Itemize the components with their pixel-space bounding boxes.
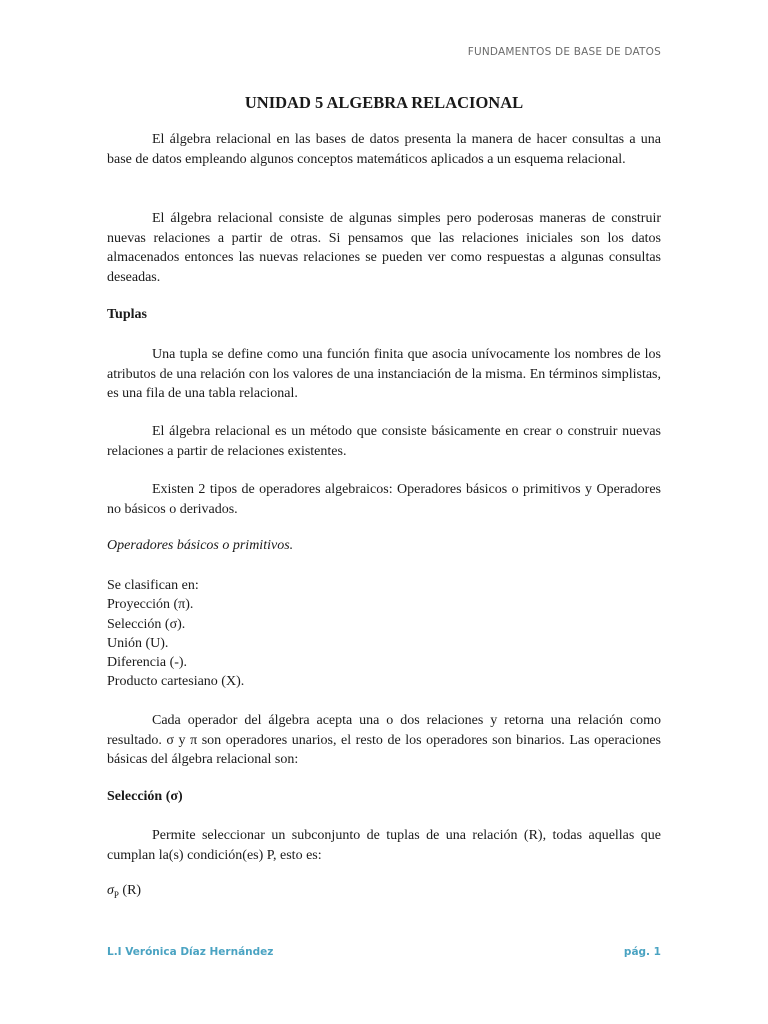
list-item: Se clasifican en: [107, 578, 199, 593]
subheading-operadores-basicos: Operadores básicos o primitivos. [107, 538, 294, 553]
paragraph-intro: El álgebra relacional en las bases de datos presenta la manera de hacer consultas a una base de datos empleando algunos conceptos matemáticos aplicados a un esquema relacional. [107, 132, 661, 167]
list-item: Proyección (π). [107, 597, 194, 613]
list-item: Diferencia (-). [107, 655, 188, 671]
paragraph-tipos: Existen 2 tipos de operadores algebraicos: Operadores básicos o primitivos y Operadores no básicos o derivados. [107, 482, 661, 517]
paragraph-definition: El álgebra relacional consiste de algunas simples pero poderosas maneras de construir nuevas relaciones a partir de otras. Si pensamos que las relaciones iniciales son los datos almacenados entonces las nuevas relaciones se pueden ver como respuestas a algunas consultas deseadas. [107, 211, 661, 285]
sigma-symbol: σ [107, 883, 114, 898]
formula-argument: (R) [122, 883, 142, 898]
list-item: Producto cartesiano (X). [107, 674, 245, 690]
footer-author: L.I Verónica Díaz Hernández [107, 946, 274, 958]
selection-formula [107, 883, 141, 900]
paragraph-seleccion: Permite seleccionar un subconjunto de tuplas de una relación (R), todas aquellas que cumplan la(s) condición(es) P, esto es: [107, 828, 661, 863]
section-heading-tuplas: Tuplas [107, 307, 147, 322]
formula-subscript: P [113, 889, 119, 900]
operator-list [107, 576, 244, 692]
section-heading-seleccion: Selección (σ) [107, 789, 183, 804]
page-number: pág. 1 [623, 946, 661, 958]
paragraph-operadores: Cada operador del álgebra acepta una o dos relaciones y retorna una relación como resultado. σ y π son operadores unarios, el resto de los operadores son binarios. Las operaciones básicas del álgebra relacional son: [107, 713, 661, 768]
page-title: UNIDAD 5 ALGEBRA RELACIONAL [244, 93, 524, 112]
paragraph-metodo: El álgebra relacional es un método que consiste básicamente en crear o construir nuevas relaciones a partir de relaciones existentes. [107, 424, 661, 459]
list-item: Unión (U). [107, 635, 169, 651]
running-header: FUNDAMENTOS DE BASE DE DATOS [467, 46, 661, 58]
paragraph-tupla: Una tupla se define como una función finita que asocia unívocamente los nombres de los atributos de una relación con los valores de una instanciación de la misma. En términos simplistas, es una fila de una tabla relacional. [107, 347, 661, 402]
list-item: Selección (σ). [107, 616, 186, 632]
